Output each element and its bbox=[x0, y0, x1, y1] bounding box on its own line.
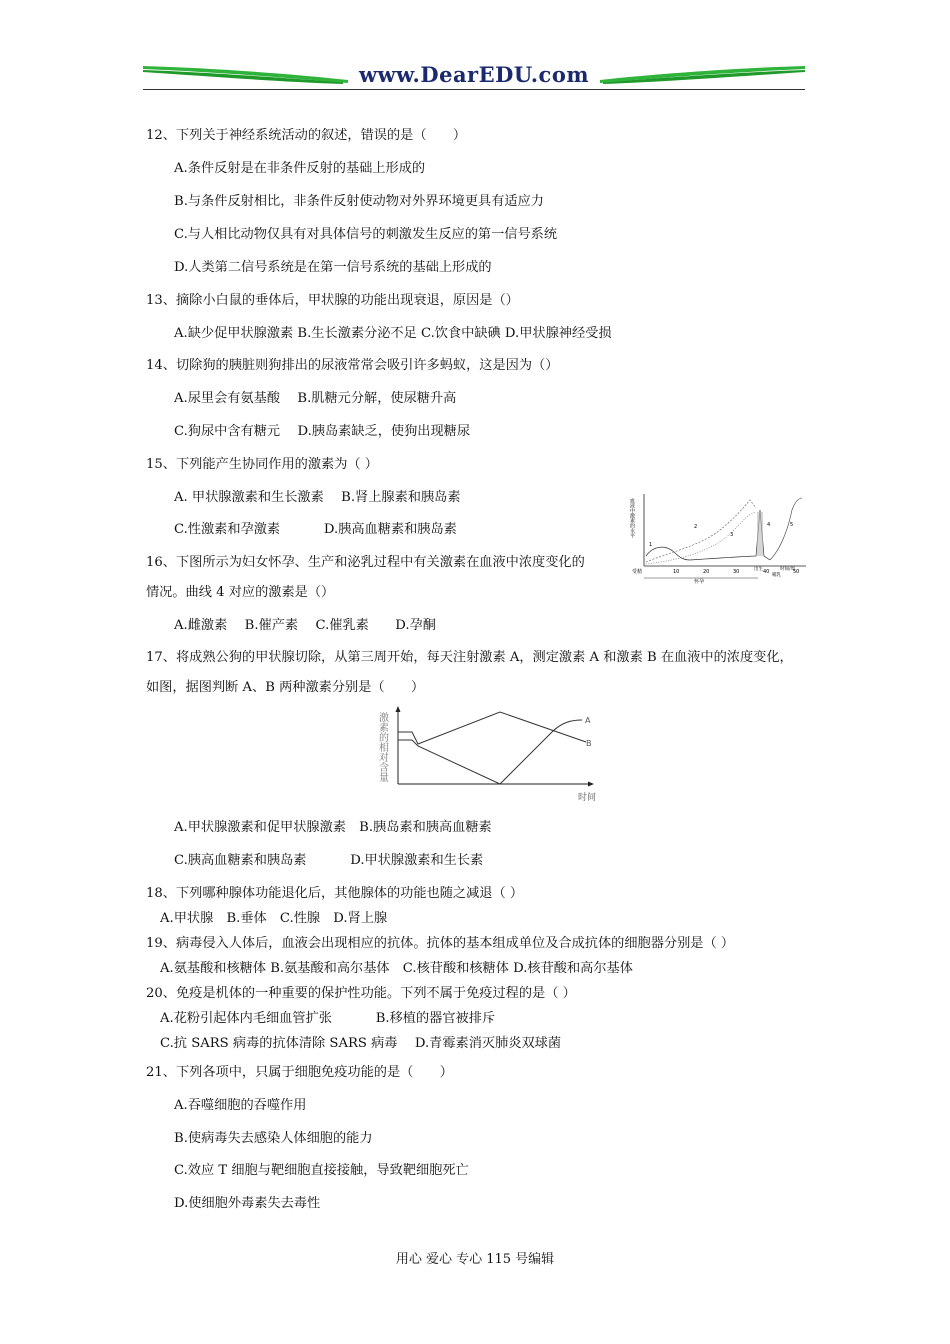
question-21-option-c: C.效应 T 细胞与靶细胞直接接触，导致靶细胞死亡 bbox=[174, 1163, 469, 1178]
question-21-stem: 21、下列各项中，只属于细胞免疫功能的是（ ） bbox=[146, 1065, 453, 1080]
question-12-option-d: D.人类第二信号系统是在第一信号系统的基础上形成的 bbox=[174, 260, 492, 275]
fig17-label-a: A bbox=[585, 716, 591, 725]
question-12-stem: 12、下列关于神经系统活动的叙述，错误的是（ ） bbox=[146, 128, 467, 143]
fig16-curve-2 bbox=[646, 500, 756, 562]
fig16-curve-5 bbox=[770, 498, 802, 560]
question-14-options-cd: C.狗尿中含有糖元 D.胰岛素缺乏，使狗出现糖尿 bbox=[174, 424, 471, 439]
fig16-pregnancy-label: 怀孕 bbox=[694, 579, 705, 585]
fig16-xtick-10: 10 bbox=[673, 569, 680, 575]
question-20-options-ab: A.花粉引起体内毛细血管扩张 B.移植的器官被排斥 bbox=[160, 1011, 496, 1026]
fig16-birth-label: 出生 bbox=[754, 567, 763, 572]
question-19-options: A.氨基酸和核糖体 B.氨基酸和高尔基体 C.核苷酸和核糖体 D.核苷酸和高尔基体 bbox=[160, 961, 633, 976]
question-17-stem-line2: 如图，据图判断 A、B 两种激素分别是（ ） bbox=[146, 680, 425, 695]
site-header bbox=[143, 60, 805, 92]
question-14-stem: 14、切除狗的胰脏则狗排出的尿液常常会吸引许多蚂蚁，这是因为（） bbox=[146, 358, 559, 373]
question-16-stem-line1: 16、下图所示为妇女怀孕、生产和泌乳过程中有关激素在血液中浓度变化的 bbox=[146, 555, 585, 570]
fig16-curve-label-5: 5 bbox=[790, 522, 794, 528]
fig16-curve-label-4: 4 bbox=[767, 522, 771, 528]
fig17-y-arrow-icon bbox=[396, 706, 401, 712]
question-17-options-cd: C.胰高血糖素和胰岛素 D.甲状腺激素和生长素 bbox=[174, 853, 484, 868]
page-footer: 用心 爱心 专心 115 号编辑 bbox=[395, 1252, 555, 1267]
question-12-option-c: C.与人相比动物仅具有对具体信号的刺激发生反应的第一信号系统 bbox=[174, 227, 558, 242]
question-20-options-cd: C.抗 SARS 病毒的抗体清除 SARS 病毒 D.青霉素消灭肺炎双球菌 bbox=[160, 1036, 562, 1051]
question-18-options: A.甲状腺 B.垂体 C.性腺 D.肾上腺 bbox=[160, 911, 388, 926]
question-21-option-b: B.使病毒失去感染人体细胞的能力 bbox=[174, 1131, 373, 1146]
figure-17-hormone-chart bbox=[372, 706, 612, 806]
fig17-xlabel: 时间 bbox=[578, 793, 597, 803]
fig16-xtick-50: 50 bbox=[793, 569, 800, 575]
question-16-options: A.雌激素 B.催产素 C.催乳素 D.孕酮 bbox=[174, 618, 436, 633]
question-14-options-ab: A.尿里会有氨基酸 B.肌糖元分解，使尿糖升高 bbox=[174, 391, 457, 406]
fig16-xtick-20: 20 bbox=[703, 569, 710, 575]
figure-16-hormone-chart bbox=[630, 490, 810, 590]
fig16-curve-label-1: 1 bbox=[649, 542, 653, 548]
fig16-curve-3 bbox=[646, 512, 756, 564]
question-20-stem: 20、免疫是机体的一种重要的保护性功能。下列不属于免疫过程的是（ ） bbox=[146, 986, 576, 1001]
question-15-options-ab: A. 甲状腺激素和生长激素 B.肾上腺素和胰岛素 bbox=[174, 490, 461, 505]
fig16-ylabel: 血液中激素的水平 bbox=[629, 498, 635, 538]
fig17-curve-b bbox=[398, 712, 586, 744]
site-logo-text: www.DearEDU.com bbox=[358, 62, 590, 87]
question-16-stem-line2: 情况。曲线 4 对应的激素是（） bbox=[146, 585, 335, 600]
question-13-options: A.缺少促甲状腺激素 B.生长激素分泌不足 C.饮食中缺碘 D.甲状腺神经受损 bbox=[174, 326, 612, 341]
fig16-xlabel: 时间/周 bbox=[780, 567, 796, 572]
question-18-stem: 18、下列哪种腺体功能退化后，其他腺体的功能也随之减退（ ） bbox=[146, 886, 524, 901]
question-12-option-a: A.条件反射是在非条件反射的基础上形成的 bbox=[174, 161, 426, 176]
fig16-xtick-40: 40 bbox=[763, 569, 770, 575]
question-12-option-b: B.与条件反射相比，非条件反射使动物对外界环境更具有适应力 bbox=[174, 194, 544, 209]
fig16-curve-1 bbox=[646, 547, 690, 560]
question-13-stem: 13、摘除小白鼠的垂体后，甲状腺的功能出现衰退，原因是（） bbox=[146, 293, 519, 308]
header-rule bbox=[143, 89, 805, 90]
fig16-birth-band bbox=[757, 512, 763, 556]
fig16-curve-label-2: 2 bbox=[694, 524, 698, 530]
question-17-options-ab: A.甲状腺激素和促甲状腺激素 B.胰岛素和胰高血糖素 bbox=[174, 820, 492, 835]
fig16-start-label: 受精 bbox=[632, 569, 643, 575]
fig16-xtick-30: 30 bbox=[733, 569, 740, 575]
fig16-lactation-label: 哺乳 bbox=[772, 573, 781, 578]
question-19-stem: 19、病毒侵入人体后，血液会出现相应的抗体。抗体的基本组成单位及合成抗体的细胞器分别是（ ） bbox=[146, 936, 735, 951]
question-21-option-d: D.使细胞外毒素失去毒性 bbox=[174, 1196, 321, 1211]
fig17-ylabel: 激素的相对含量 bbox=[376, 712, 388, 782]
question-17-stem-line1: 17、将成熟公狗的甲状腺切除，从第三周开始，每天注射激素 A，测定激素 A 和激素 B 在血液中的浓度变化， bbox=[146, 650, 793, 665]
question-21-option-a: A.吞噬细胞的吞噬作用 bbox=[174, 1098, 307, 1113]
fig16-curve-label-3: 3 bbox=[730, 532, 734, 538]
question-15-options-cd: C.性激素和孕激素 D.胰高血糖素和胰岛素 bbox=[174, 522, 457, 537]
fig17-x-arrow-icon bbox=[588, 782, 594, 787]
question-15-stem: 15、下列能产生协同作用的激素为（ ） bbox=[146, 457, 378, 472]
fig17-label-b: B bbox=[586, 739, 592, 748]
fig17-curve-a bbox=[398, 720, 582, 784]
